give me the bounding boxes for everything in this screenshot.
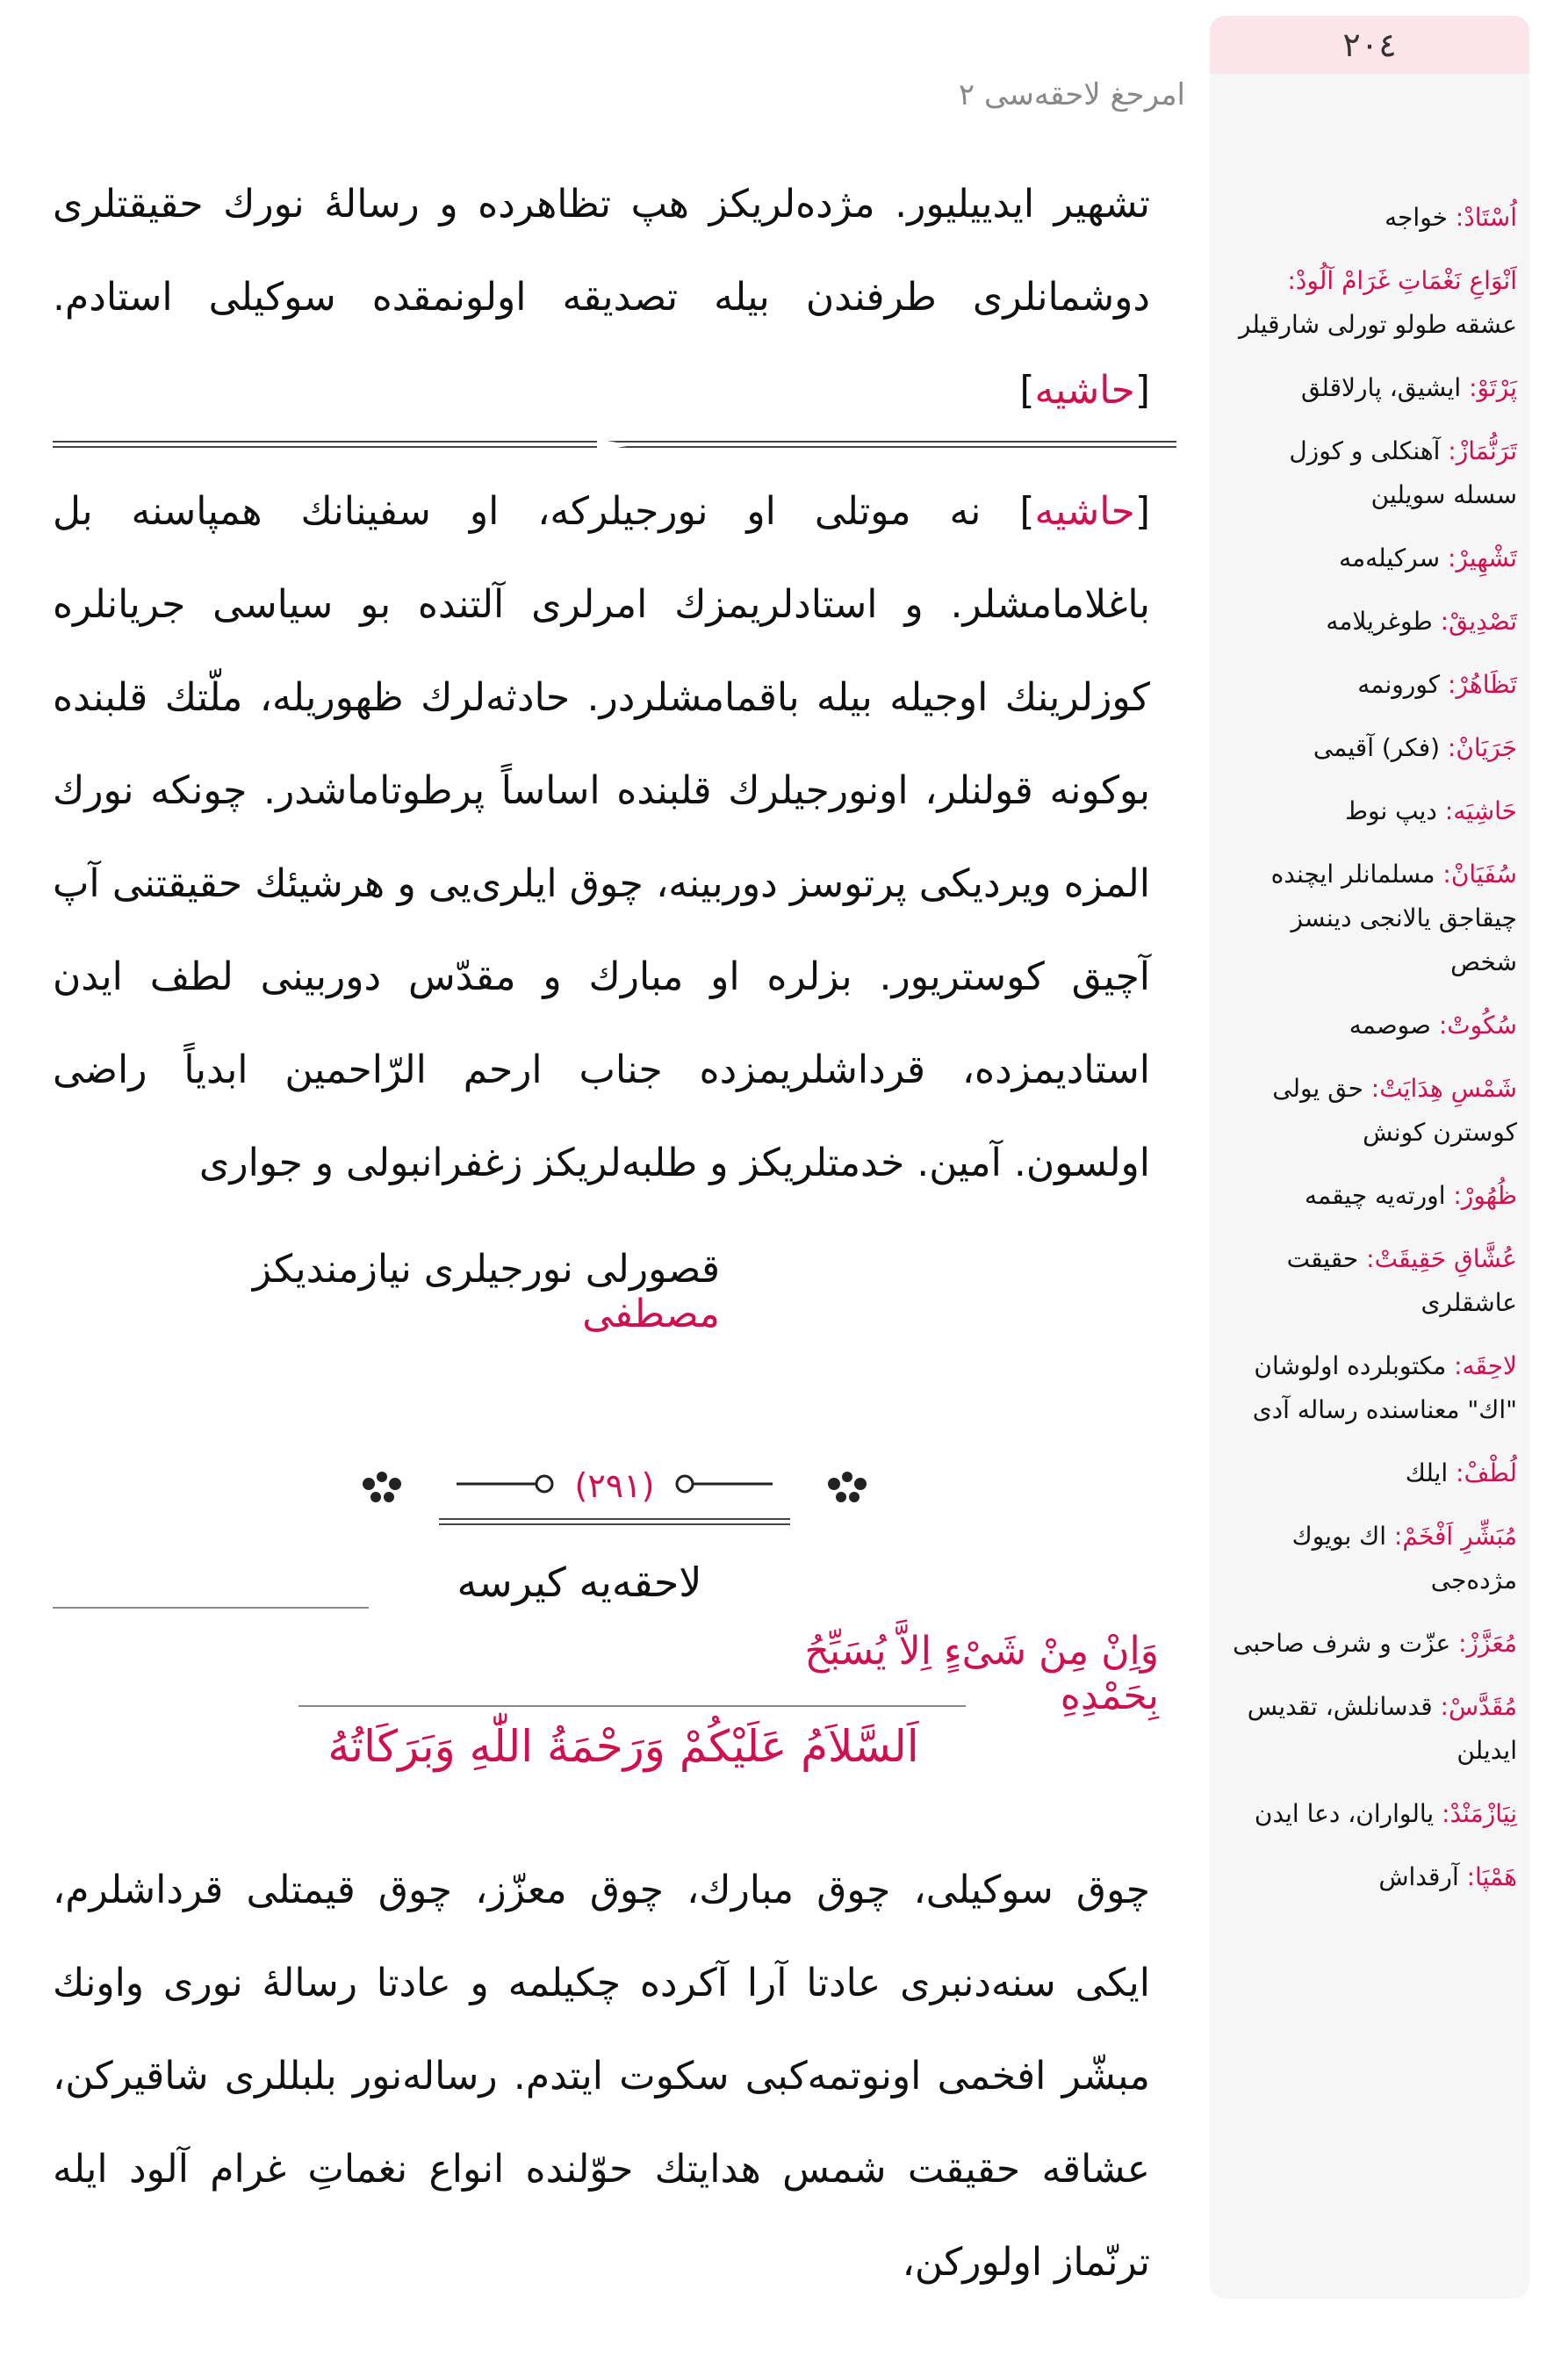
glossary-item xyxy=(1222,1451,1517,1495)
glossary-term: مُقَدَّسْ: xyxy=(1440,1692,1517,1721)
paragraph-1: تشهیر ایدییلیور. مژده‌لریکز هپ تظاهرده و رسالهٔ نورك حقیقتلری دوشمانلری طرفندن بیله تصدیقه اولونمقده سوکیلی استادم. [حاشیه] xyxy=(53,182,1150,413)
glossary-term: نِیَازْمَنْدْ: xyxy=(1442,1799,1517,1828)
glossary-term: تَرَنُّمَازْ: xyxy=(1448,436,1517,465)
glossary-list xyxy=(1222,196,1517,1919)
glossary-item xyxy=(1222,1344,1517,1432)
glossary-definition: طوغریلامه xyxy=(1326,607,1433,636)
glossary-item xyxy=(1222,726,1517,770)
glossary-term: سُکُوتْ: xyxy=(1438,1011,1517,1040)
glossary-definition: قدسانلش، تقدیس ایدیلن xyxy=(1247,1692,1517,1765)
glossary-item xyxy=(1222,1622,1517,1666)
glossary-item xyxy=(1222,853,1517,984)
paragraph-3: چوق سوکیلی، چوق مبارك، چوق معزّز، چوق قیمتلی قرداشلرم، ایکی سنه‌دنبری عادتا آرا آکرده چکیلمه و عادتا رسالهٔ نوری واونك مبشّر افخمی اونوتمه‌کبی سکوت ایتدم. رساله‌نور بلبللری شاقیرکن، عشاقه حقیقت شمس هدایتك حوّلنده انواع نغماتِ غرام آلود ایله ترنّماز اولورکن، xyxy=(53,1868,1150,2285)
glossary-item xyxy=(1222,429,1517,517)
glossary-item xyxy=(1222,789,1517,833)
glossary-item xyxy=(1222,1004,1517,1048)
glossary-item xyxy=(1222,259,1517,347)
glossary-term: مُعَزَّزْ: xyxy=(1458,1629,1517,1658)
paragraph-2: [حاشیه] نه موتلی او نورجیلرکه، او سفینانك همپاسنه بل باغلامامشلر. و استادلریمزك امرلری آلتنده بو سیاسی جریانلره کوزلرینك اوجیله بیله باقمامشلردر. حادثه‌لرك ظهوریله، ملّتك قلبنده بوکونه قولنلر، اونورجیلرك قلبنده اساساً پرطوتاماشدر. چونکه نورك المزه ویردیکی پرتوسز دوربینه، چوق ایلری‌یی و هرشیئك حقیقتنی آپ آچیق کوستریور. بزلره او مبارك و مقدّس دوربینی لطف ایدن استادیمزده، قرداشلریمزده جناب ارحم الرّاحمین ابدیاً راضی اولسون. آمین. خدمتلریکز و طلبه‌لریکز زغفرانبولی و جواری xyxy=(53,489,1150,1185)
glossary-term: اَنْوَاعِ نَغْمَاتِ غَرَامْ آلُودْ: xyxy=(1287,266,1517,295)
glossary-definition: آرقداش xyxy=(1378,1862,1459,1891)
glossary-term: حَاشِیَه: xyxy=(1444,796,1517,825)
glossary-item xyxy=(1222,1237,1517,1325)
glossary-definition: صوصمه xyxy=(1349,1011,1431,1040)
hashiye-label: حاشیه xyxy=(1034,489,1135,534)
hashiye-link[interactable]: حاشیه xyxy=(1034,368,1135,413)
glossary-definition: (فکر) آقیمی xyxy=(1313,733,1441,762)
salutation-rule-top xyxy=(298,1705,966,1707)
signature-name: مصطفی xyxy=(582,1292,720,1336)
glossary-term: تَشْهِیرْ: xyxy=(1447,544,1517,572)
salutation: اَلسَّلاَمُ عَلَيْكُمْ وَرَحْمَةُ اللّٰهِ وَبَرَكَاتُهُ xyxy=(327,1721,919,1772)
glossary-term: سُفَیَانْ: xyxy=(1442,860,1517,889)
glossary-term: تَصْدِیقْ: xyxy=(1440,607,1517,636)
glossary-term: لُطْفْ: xyxy=(1456,1458,1517,1487)
glossary-definition: اورته‌یه چیقمه xyxy=(1305,1181,1446,1210)
glossary-definition: دیپ نوط xyxy=(1345,796,1437,825)
glossary-definition: حقیقت عاشقلری xyxy=(1286,1244,1517,1317)
glossary-term: جَرَیَانْ: xyxy=(1447,733,1517,762)
glossary-term: لاحِقَه: xyxy=(1454,1351,1517,1380)
paragraph-2-text: نه موتلی او نورجیلرکه، او سفینانك همپاسنه بل باغلامامشلر. و استادلریمزك امرلری آلتنده بو سیاسی جریانلره کوزلرینك اوجیله بیله باقمامشلردر. حادثه‌لرك ظهوریله، ملّتك قلبنده بوکونه قولنلر، اونورجیلرك قلبنده اساساً پرطوتاماشدر. چونکه نورك المزه ویردیکی پرتوسز دوربینه، چوق ایلری‌یی و هرشیئك حقیقتنی آپ آچیق کوستریور. بزلره او مبارك و مقدّس دوربینی لطف ایدن استادیمزده، قرداشلریمزده جناب ارحم الرّاحمین ابدیاً راضی اولسون. آمین. خدمتلریکز و طلبه‌لریکز زغفرانبولی و جواری xyxy=(53,489,1150,1185)
glossary-definition: ایلك xyxy=(1405,1458,1449,1487)
glossary-item xyxy=(1222,366,1517,410)
title-rule xyxy=(53,1607,369,1609)
glossary-term: مُبَشِّرِ اَفْخَمْ: xyxy=(1393,1522,1517,1551)
signature xyxy=(105,1247,720,1336)
page-number: ٢٠٤ xyxy=(1210,16,1529,74)
glossary-term: پَرْتَوْ: xyxy=(1469,373,1517,402)
glossary-sidebar xyxy=(1210,16,1529,2299)
glossary-term: ظُهُورْ: xyxy=(1453,1181,1517,1210)
running-head: امرحغ لاحقەسی ٢ xyxy=(958,77,1185,112)
letter-number: (٢٩١) xyxy=(574,1466,655,1505)
glossary-item xyxy=(1222,663,1517,707)
glossary-item xyxy=(1222,600,1517,644)
glossary-definition: مکتوبلرده اولوشان "اك" معناسنده رساله آدی xyxy=(1252,1351,1517,1424)
glossary-definition: مسلمانلر ایچنده چیقاجق یالانجی دینسز شخص xyxy=(1270,860,1517,976)
glossary-definition: آهنکلی و کوزل سسله سویلین xyxy=(1289,436,1517,509)
glossary-item xyxy=(1222,1792,1517,1836)
glossary-definition: ایشیق، پارلاقلق xyxy=(1301,373,1462,402)
glossary-item xyxy=(1222,1515,1517,1602)
glossary-definition: عشقه طولو تورلی شارقیلر xyxy=(1238,310,1517,339)
glossary-item xyxy=(1222,1174,1517,1218)
glossary-item xyxy=(1222,1067,1517,1155)
glossary-term: تَظَاهُرْ: xyxy=(1448,670,1517,699)
glossary-definition: سرکیله‌مه xyxy=(1339,544,1441,572)
glossary-definition: عزّت و شرف صاحبی xyxy=(1233,1629,1451,1658)
glossary-term: عُشَّاقِ حَقِیقَتْ: xyxy=(1366,1244,1517,1273)
glossary-item xyxy=(1222,1685,1517,1773)
glossary-definition: کورونمه xyxy=(1357,670,1441,699)
glossary-term: هَمْپَا: xyxy=(1466,1862,1517,1891)
glossary-item xyxy=(1222,1855,1517,1899)
glossary-term: اُسْتَادْ: xyxy=(1455,203,1517,232)
verse: وَاِنْ مِنْ شَیْءٍ اِلاَّ يُسَبِّحُ بِحَمْدِهِ xyxy=(804,1629,1159,1718)
glossary-definition: حق یولی کوسترن کونش xyxy=(1272,1074,1517,1147)
glossary-definition: خواجه xyxy=(1385,203,1448,232)
paragraph-1-text: تشهیر ایدییلیور. مژده‌لریکز هپ تظاهرده و رسالهٔ نورك حقیقتلری دوشمانلری طرفندن بیله تصدیقه اولونمقده سوکیلی استادم. xyxy=(53,182,1150,320)
signature-text: قصورلی نورجیلری نیازمندیکز xyxy=(252,1247,720,1292)
glossary-term: شَمْسِ هِدَایَتْ: xyxy=(1370,1074,1517,1103)
letter-title: لاحقه‌یه کیرسه xyxy=(457,1559,702,1606)
glossary-definition: یالواران، دعا ایدن xyxy=(1254,1799,1435,1828)
glossary-item xyxy=(1222,196,1517,240)
glossary-item xyxy=(1222,536,1517,580)
glossary-definition: اك بویوك مژده‌جی xyxy=(1291,1522,1517,1595)
section-divider xyxy=(53,439,1176,451)
